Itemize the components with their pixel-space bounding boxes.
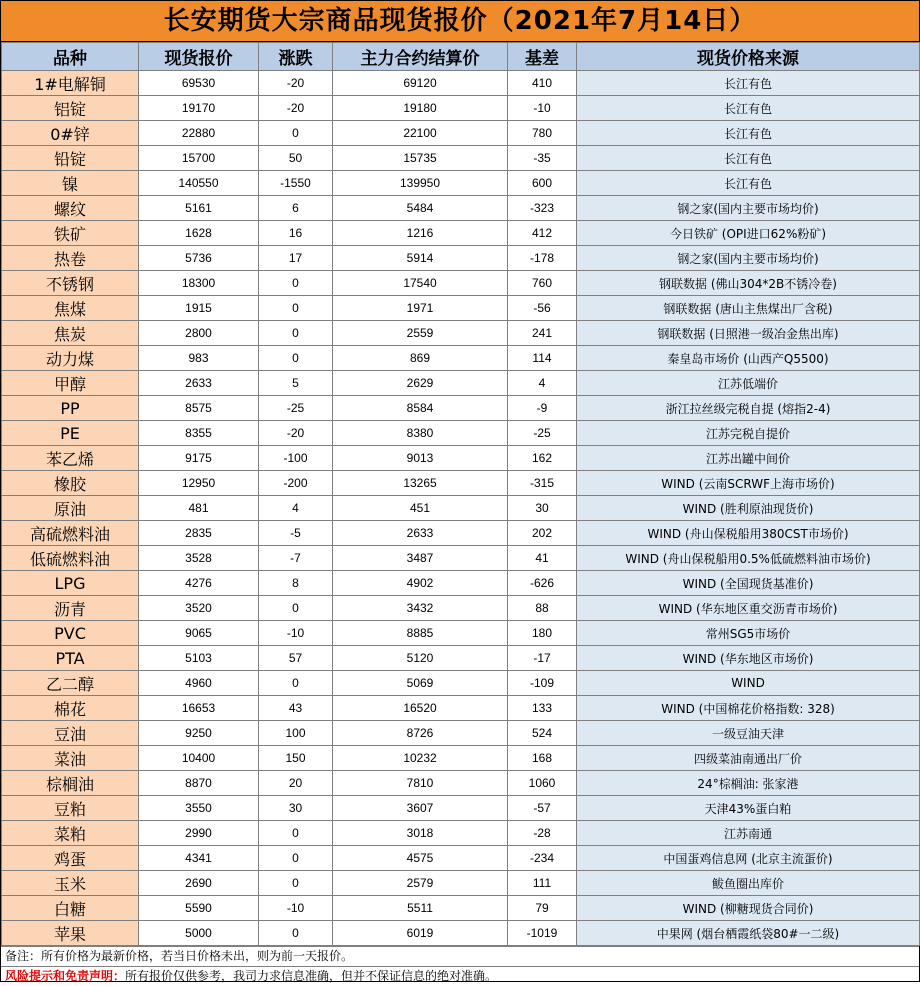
cell-source: 常州SG5市场价: [577, 621, 920, 646]
header-change: 涨跌: [259, 43, 333, 71]
cell-spot-price: 2835: [139, 521, 259, 546]
cell-source: 钢之家(国内主要市场均价): [577, 196, 920, 221]
cell-variety: 高硫燃料油: [2, 521, 139, 546]
cell-change: 100: [259, 721, 333, 746]
cell-source: 钢之家(国内主要市场均价): [577, 246, 920, 271]
cell-source: WIND (柳糖现货合同价): [577, 896, 920, 921]
cell-change: -1550: [259, 171, 333, 196]
cell-basis: 410: [508, 71, 577, 96]
cell-spot-price: 4276: [139, 571, 259, 596]
cell-source: 钢联数据 (唐山主焦煤出厂含税): [577, 296, 920, 321]
risk-disclaimer: [1, 966, 919, 986]
table-row: [2, 296, 920, 321]
cell-settle-price: 3432: [333, 596, 508, 621]
cell-change: 0: [259, 271, 333, 296]
table-row: [2, 696, 920, 721]
cell-settle-price: 5914: [333, 246, 508, 271]
cell-variety: 菜粕: [2, 821, 139, 846]
cell-variety: PTA: [2, 646, 139, 671]
cell-source: 中国蛋鸡信息网 (北京主流蛋价): [577, 846, 920, 871]
cell-change: 30: [259, 796, 333, 821]
cell-settle-price: 5511: [333, 896, 508, 921]
cell-source: 一级豆油天津: [577, 721, 920, 746]
table-row: [2, 621, 920, 646]
cell-settle-price: 1216: [333, 221, 508, 246]
cell-settle-price: 4575: [333, 846, 508, 871]
table-row: [2, 546, 920, 571]
cell-spot-price: 10400: [139, 746, 259, 771]
cell-variety: 沥青: [2, 596, 139, 621]
cell-settle-price: 8380: [333, 421, 508, 446]
cell-spot-price: 8870: [139, 771, 259, 796]
cell-basis: 780: [508, 121, 577, 146]
cell-spot-price: 5103: [139, 646, 259, 671]
cell-source: 天津43%蛋白粕: [577, 796, 920, 821]
cell-source: WIND (舟山保税船用380CST市场价): [577, 521, 920, 546]
cell-spot-price: 5590: [139, 896, 259, 921]
cell-source: WIND (云南SCRWF上海市场价): [577, 471, 920, 496]
cell-change: 6: [259, 196, 333, 221]
cell-basis: 79: [508, 896, 577, 921]
cell-basis: -178: [508, 246, 577, 271]
cell-source: WIND (中国棉花价格指数: 328): [577, 696, 920, 721]
cell-variety: 铝锭: [2, 96, 139, 121]
header-variety: 品种: [2, 43, 139, 71]
cell-basis: -1019: [508, 921, 577, 946]
cell-spot-price: 2800: [139, 321, 259, 346]
cell-change: -7: [259, 546, 333, 571]
cell-source: 长江有色: [577, 171, 920, 196]
cell-basis: -626: [508, 571, 577, 596]
cell-variety: 菜油: [2, 746, 139, 771]
cell-source: 今日铁矿 (OPI进口62%粉矿): [577, 221, 920, 246]
cell-basis: 111: [508, 871, 577, 896]
cell-settle-price: 8726: [333, 721, 508, 746]
table-row: [2, 271, 920, 296]
cell-variety: 0#锌: [2, 121, 139, 146]
cell-change: -20: [259, 421, 333, 446]
cell-spot-price: 9065: [139, 621, 259, 646]
cell-variety: PP: [2, 396, 139, 421]
cell-spot-price: 1915: [139, 296, 259, 321]
cell-basis: -109: [508, 671, 577, 696]
table-body: [2, 71, 920, 946]
cell-variety: 焦炭: [2, 321, 139, 346]
cell-spot-price: 2990: [139, 821, 259, 846]
table-row: [2, 346, 920, 371]
cell-variety: 苹果: [2, 921, 139, 946]
cell-variety: 螺纹: [2, 196, 139, 221]
cell-settle-price: 6019: [333, 921, 508, 946]
table-row: [2, 646, 920, 671]
cell-change: 0: [259, 846, 333, 871]
cell-settle-price: 139950: [333, 171, 508, 196]
table-row: [2, 371, 920, 396]
cell-basis: -315: [508, 471, 577, 496]
cell-spot-price: 69530: [139, 71, 259, 96]
cell-change: 0: [259, 821, 333, 846]
cell-settle-price: 8885: [333, 621, 508, 646]
table-row: [2, 521, 920, 546]
table-row: [2, 146, 920, 171]
cell-spot-price: 8575: [139, 396, 259, 421]
risk-label: 风险提示和免责声明：: [5, 969, 126, 983]
cell-basis: 162: [508, 446, 577, 471]
cell-settle-price: 16520: [333, 696, 508, 721]
cell-variety: 甲醇: [2, 371, 139, 396]
cell-settle-price: 2633: [333, 521, 508, 546]
cell-spot-price: 19170: [139, 96, 259, 121]
cell-variety: 低硫燃料油: [2, 546, 139, 571]
cell-source: 长江有色: [577, 146, 920, 171]
cell-basis: -28: [508, 821, 577, 846]
cell-source: 钢联数据 (日照港一级冶金焦出库): [577, 321, 920, 346]
cell-basis: 133: [508, 696, 577, 721]
cell-change: 5: [259, 371, 333, 396]
cell-settle-price: 13265: [333, 471, 508, 496]
cell-source: WIND (舟山保税船用0.5%低硫燃料油市场价): [577, 546, 920, 571]
cell-variety: 鸡蛋: [2, 846, 139, 871]
cell-spot-price: 3520: [139, 596, 259, 621]
cell-change: 4: [259, 496, 333, 521]
risk-text: 所有报价仅供参考，我司力求信息准确，但并不保证信息的绝对准确。: [125, 969, 498, 983]
cell-change: 43: [259, 696, 333, 721]
cell-spot-price: 2633: [139, 371, 259, 396]
cell-change: -100: [259, 446, 333, 471]
table-row: [2, 846, 920, 871]
cell-basis: 241: [508, 321, 577, 346]
cell-change: 0: [259, 321, 333, 346]
cell-variety: 乙二醇: [2, 671, 139, 696]
price-table: [1, 42, 920, 946]
cell-basis: -234: [508, 846, 577, 871]
cell-change: -10: [259, 621, 333, 646]
cell-spot-price: 8355: [139, 421, 259, 446]
cell-basis: 760: [508, 271, 577, 296]
cell-change: 0: [259, 596, 333, 621]
table-header-row: [2, 43, 920, 71]
cell-spot-price: 16653: [139, 696, 259, 721]
cell-variety: 铅锭: [2, 146, 139, 171]
cell-source: WIND (全国现货基准价): [577, 571, 920, 596]
cell-change: 0: [259, 121, 333, 146]
cell-variety: 苯乙烯: [2, 446, 139, 471]
cell-basis: -323: [508, 196, 577, 221]
table-row: [2, 471, 920, 496]
table-row: [2, 221, 920, 246]
table-row: [2, 771, 920, 796]
cell-basis: 180: [508, 621, 577, 646]
cell-spot-price: 3550: [139, 796, 259, 821]
cell-change: 0: [259, 921, 333, 946]
table-row: [2, 496, 920, 521]
cell-settle-price: 3018: [333, 821, 508, 846]
table-row: [2, 746, 920, 771]
cell-basis: -57: [508, 796, 577, 821]
table-row: [2, 321, 920, 346]
cell-basis: 1060: [508, 771, 577, 796]
cell-settle-price: 8584: [333, 396, 508, 421]
cell-spot-price: 15700: [139, 146, 259, 171]
cell-change: -200: [259, 471, 333, 496]
cell-settle-price: 10232: [333, 746, 508, 771]
cell-spot-price: 22880: [139, 121, 259, 146]
cell-variety: 豆粕: [2, 796, 139, 821]
table-row: [2, 446, 920, 471]
cell-basis: 4: [508, 371, 577, 396]
cell-change: 16: [259, 221, 333, 246]
cell-change: -25: [259, 396, 333, 421]
cell-settle-price: 4902: [333, 571, 508, 596]
cell-variety: 棕榈油: [2, 771, 139, 796]
cell-change: 17: [259, 246, 333, 271]
cell-basis: 88: [508, 596, 577, 621]
table-row: [2, 421, 920, 446]
cell-settle-price: 22100: [333, 121, 508, 146]
cell-source: WIND (华东地区重交沥青市场价): [577, 596, 920, 621]
cell-source: 24°棕榈油: 张家港: [577, 771, 920, 796]
cell-variety: 棉花: [2, 696, 139, 721]
cell-settle-price: 869: [333, 346, 508, 371]
cell-basis: 30: [508, 496, 577, 521]
cell-spot-price: 983: [139, 346, 259, 371]
table-row: [2, 196, 920, 221]
table-row: [2, 871, 920, 896]
cell-change: 50: [259, 146, 333, 171]
cell-source: 浙江拉丝级完税自提 (熔指2-4): [577, 396, 920, 421]
table-row: [2, 921, 920, 946]
table-row: [2, 171, 920, 196]
cell-settle-price: 1971: [333, 296, 508, 321]
cell-settle-price: 3607: [333, 796, 508, 821]
cell-variety: 1#电解铜: [2, 71, 139, 96]
cell-change: 0: [259, 296, 333, 321]
cell-basis: 114: [508, 346, 577, 371]
cell-change: 20: [259, 771, 333, 796]
cell-source: 江苏完税自提价: [577, 421, 920, 446]
table-row: [2, 396, 920, 421]
cell-spot-price: 4960: [139, 671, 259, 696]
cell-source: 秦皇岛市场价 (山西产Q5500): [577, 346, 920, 371]
cell-settle-price: 7810: [333, 771, 508, 796]
cell-settle-price: 69120: [333, 71, 508, 96]
cell-spot-price: 18300: [139, 271, 259, 296]
table-row: [2, 246, 920, 271]
page-title: 长安期货大宗商品现货报价（2021年7月14日）: [1, 1, 919, 42]
table-row: [2, 671, 920, 696]
cell-settle-price: 5069: [333, 671, 508, 696]
header-source: 现货价格来源: [577, 43, 920, 71]
cell-spot-price: 1628: [139, 221, 259, 246]
cell-settle-price: 19180: [333, 96, 508, 121]
cell-basis: -56: [508, 296, 577, 321]
cell-spot-price: 2690: [139, 871, 259, 896]
cell-basis: 412: [508, 221, 577, 246]
header-spot-price: 现货报价: [139, 43, 259, 71]
cell-settle-price: 451: [333, 496, 508, 521]
cell-basis: 41: [508, 546, 577, 571]
cell-basis: 202: [508, 521, 577, 546]
cell-variety: 焦煤: [2, 296, 139, 321]
cell-basis: -17: [508, 646, 577, 671]
cell-basis: 600: [508, 171, 577, 196]
cell-variety: 热卷: [2, 246, 139, 271]
cell-source: 长江有色: [577, 121, 920, 146]
cell-change: 0: [259, 671, 333, 696]
cell-spot-price: 3528: [139, 546, 259, 571]
cell-change: 0: [259, 346, 333, 371]
cell-source: 四级菜油南通出厂价: [577, 746, 920, 771]
cell-basis: -10: [508, 96, 577, 121]
footnote: 备注：所有价格为最新价格，若当日价格未出，则为前一天报价。: [1, 946, 919, 966]
cell-change: 8: [259, 571, 333, 596]
cell-settle-price: 5120: [333, 646, 508, 671]
cell-settle-price: 3487: [333, 546, 508, 571]
cell-variety: 镍: [2, 171, 139, 196]
cell-variety: 不锈钢: [2, 271, 139, 296]
cell-spot-price: 481: [139, 496, 259, 521]
table-row: [2, 796, 920, 821]
cell-variety: 原油: [2, 496, 139, 521]
cell-source: 长江有色: [577, 96, 920, 121]
table-row: [2, 71, 920, 96]
header-settle-price: 主力合约结算价: [333, 43, 508, 71]
cell-source: 江苏出罐中间价: [577, 446, 920, 471]
cell-spot-price: 5736: [139, 246, 259, 271]
cell-change: -10: [259, 896, 333, 921]
cell-variety: 铁矿: [2, 221, 139, 246]
cell-source: 钢联数据 (佛山304*2B不锈冷卷): [577, 271, 920, 296]
cell-spot-price: 4341: [139, 846, 259, 871]
cell-basis: 524: [508, 721, 577, 746]
cell-source: 江苏南通: [577, 821, 920, 846]
cell-settle-price: 15735: [333, 146, 508, 171]
cell-source: 江苏低端价: [577, 371, 920, 396]
cell-spot-price: 9175: [139, 446, 259, 471]
cell-change: -20: [259, 71, 333, 96]
cell-source: 长江有色: [577, 71, 920, 96]
cell-settle-price: 17540: [333, 271, 508, 296]
table-row: [2, 821, 920, 846]
cell-source: 中果网 (烟台栖霞纸袋80#一二级): [577, 921, 920, 946]
cell-spot-price: 140550: [139, 171, 259, 196]
cell-source: WIND: [577, 671, 920, 696]
table-row: [2, 96, 920, 121]
cell-spot-price: 5000: [139, 921, 259, 946]
cell-change: 0: [259, 871, 333, 896]
cell-basis: -35: [508, 146, 577, 171]
cell-settle-price: 2559: [333, 321, 508, 346]
cell-change: -20: [259, 96, 333, 121]
cell-settle-price: 2579: [333, 871, 508, 896]
cell-settle-price: 9013: [333, 446, 508, 471]
cell-basis: -25: [508, 421, 577, 446]
table-row: [2, 896, 920, 921]
cell-change: 57: [259, 646, 333, 671]
header-basis: 基差: [508, 43, 577, 71]
cell-source: 鲅鱼圈出库价: [577, 871, 920, 896]
cell-settle-price: 5484: [333, 196, 508, 221]
cell-basis: -9: [508, 396, 577, 421]
cell-variety: 豆油: [2, 721, 139, 746]
cell-source: WIND (华东地区市场价): [577, 646, 920, 671]
cell-spot-price: 9250: [139, 721, 259, 746]
cell-variety: 白糖: [2, 896, 139, 921]
cell-variety: PE: [2, 421, 139, 446]
cell-spot-price: 12950: [139, 471, 259, 496]
table-row: [2, 571, 920, 596]
cell-settle-price: 2629: [333, 371, 508, 396]
cell-variety: PVC: [2, 621, 139, 646]
table-row: [2, 596, 920, 621]
table-row: [2, 721, 920, 746]
cell-spot-price: 5161: [139, 196, 259, 221]
cell-basis: 168: [508, 746, 577, 771]
cell-variety: 动力煤: [2, 346, 139, 371]
cell-variety: LPG: [2, 571, 139, 596]
cell-change: 150: [259, 746, 333, 771]
cell-source: WIND (胜利原油现货价): [577, 496, 920, 521]
cell-variety: 玉米: [2, 871, 139, 896]
cell-change: -5: [259, 521, 333, 546]
table-row: [2, 121, 920, 146]
cell-variety: 橡胶: [2, 471, 139, 496]
